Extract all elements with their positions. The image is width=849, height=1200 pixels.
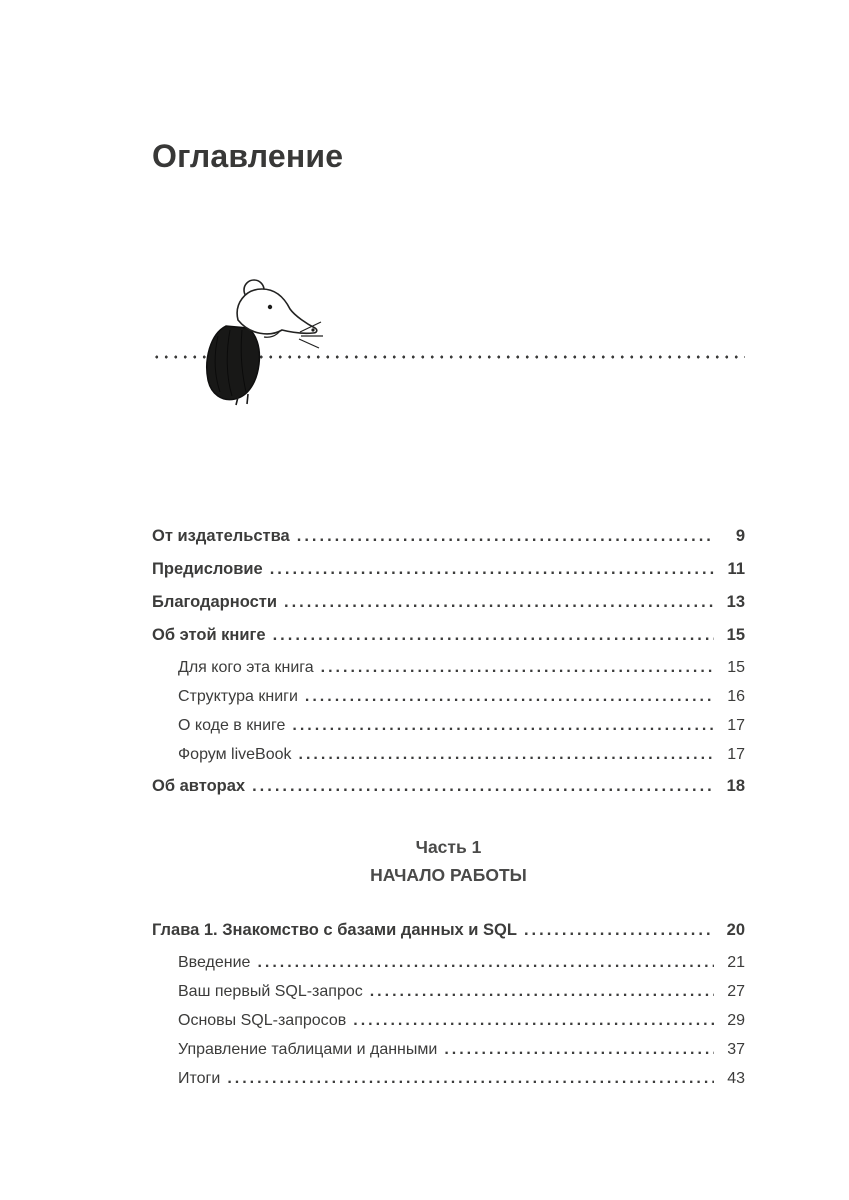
toc-entry-page: 18 xyxy=(726,777,745,795)
toc-entry xyxy=(152,625,745,645)
toc-entry xyxy=(152,920,745,940)
dot-leader xyxy=(257,953,714,973)
toc-entry xyxy=(152,1069,745,1089)
toc-entry xyxy=(152,953,745,973)
dot-leader xyxy=(524,920,714,940)
page-content xyxy=(152,0,745,1200)
dot-leader xyxy=(353,1011,714,1031)
toc-entry xyxy=(152,559,745,579)
part-title: НАЧАЛО РАБОТЫ xyxy=(370,865,527,885)
toc-entry-page: 37 xyxy=(727,1041,745,1058)
toc-entry-title: Структура книги xyxy=(178,688,298,705)
dot-leader xyxy=(270,559,714,579)
toc-entry-page: 17 xyxy=(727,717,745,734)
dot-leader xyxy=(227,1069,714,1089)
toc-entry-title: Форум liveBook xyxy=(178,746,292,763)
chapter-section xyxy=(152,920,745,1089)
dot-leader xyxy=(444,1040,714,1060)
toc-entry-title: Итоги xyxy=(178,1070,221,1087)
toc-entry-title: Ваш первый SQL-запрос xyxy=(178,983,363,1000)
toc-entry-page: 16 xyxy=(727,688,745,705)
toc-entry-title: Глава 1. Знакомство с базами данных и SQL xyxy=(152,921,517,939)
toc-entry xyxy=(152,1040,745,1060)
toc-entry xyxy=(152,592,745,612)
toc-entry-title: Предисловие xyxy=(152,560,263,578)
dot-leader xyxy=(252,776,714,796)
toc-entry-page: 9 xyxy=(735,527,745,545)
toc-entry xyxy=(152,982,745,1002)
dot-leader xyxy=(305,687,714,707)
rat-illustration xyxy=(182,276,324,406)
toc-entry-page: 15 xyxy=(726,626,745,644)
toc-entry-title: От издательства xyxy=(152,527,290,545)
toc-entry-page: 27 xyxy=(727,983,745,1000)
dot-leader xyxy=(284,592,714,612)
dot-leader xyxy=(370,982,714,1002)
table-of-contents xyxy=(152,526,745,1098)
dot-leader xyxy=(297,526,714,546)
part-heading xyxy=(152,833,745,889)
toc-entry xyxy=(152,776,745,796)
dot-leader xyxy=(273,625,714,645)
part-label: Часть 1 xyxy=(415,837,482,857)
page-title: Оглавление xyxy=(152,138,344,174)
toc-entry-title: Управление таблицами и данными xyxy=(178,1041,438,1058)
toc-entry xyxy=(152,687,745,707)
toc-entry-page: 17 xyxy=(727,746,745,763)
toc-entry-page: 43 xyxy=(727,1070,745,1087)
toc-entry-title: Основы SQL-запросов xyxy=(178,1012,347,1029)
dot-leader xyxy=(299,745,714,765)
toc-entry xyxy=(152,526,745,546)
toc-entry-page: 13 xyxy=(726,593,745,611)
toc-entry-page: 20 xyxy=(726,921,745,939)
toc-entry-page: 15 xyxy=(727,659,745,676)
toc-entry xyxy=(152,745,745,765)
toc-entry-page: 29 xyxy=(727,1012,745,1029)
toc-entry-title: О коде в книге xyxy=(178,717,286,734)
dot-leader xyxy=(292,716,714,736)
dot-leader xyxy=(321,658,714,678)
toc-entry-title: Введение xyxy=(178,954,251,971)
toc-entry-title: Об этой книге xyxy=(152,626,266,644)
toc-entry xyxy=(152,1011,745,1031)
toc-entry xyxy=(152,716,745,736)
chapter-divider xyxy=(152,276,745,408)
toc-entry-page: 11 xyxy=(727,560,745,578)
toc-entry-title: Об авторах xyxy=(152,777,246,795)
toc-entry-title: Для кого эта книга xyxy=(178,659,314,676)
toc-entry xyxy=(152,658,745,678)
toc-entry-title: Благодарности xyxy=(152,593,277,611)
toc-entry-page: 21 xyxy=(727,954,745,971)
